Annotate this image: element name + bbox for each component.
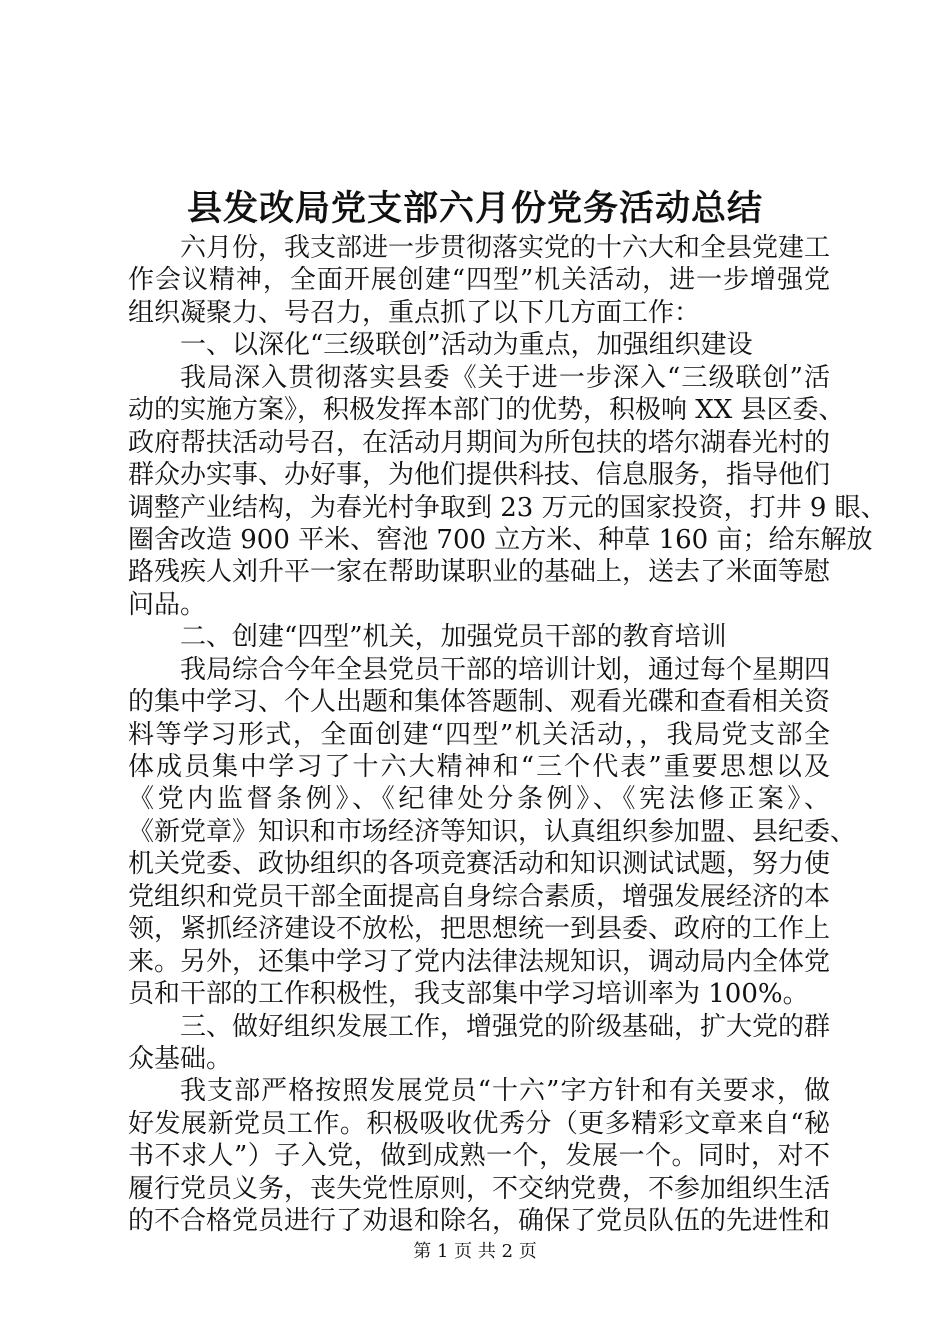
section-heading: 三、做好组织发展工作，增强党的阶级基础，扩大党的群 bbox=[180, 1011, 831, 1042]
body-line: 体成员集中学习了十六大精神和“三个代表”重要思想以及 bbox=[128, 752, 830, 782]
body-line: 《党内监督条例》、《纪律处分条例》、《宪法修正案》、 bbox=[128, 784, 830, 815]
body-line: 动的实施方案》，积极发挥本部门的优势，积极响 XX 县区委、 bbox=[128, 395, 845, 426]
body-line: 组织凝聚力、号召力，重点抓了以下几方面工作： bbox=[128, 297, 701, 328]
body-line: 调整产业结构，为春光村争取到 23 万元的国家投资，打井 9 眼、 bbox=[128, 492, 887, 523]
document-body bbox=[128, 232, 887, 1238]
section-heading: 一、以深化“三级联创”活动为重点，加强组织建设 bbox=[180, 330, 753, 361]
body-line: 机关党委、政协组织的各项竞赛活动和知识测试试题，努力使 bbox=[128, 849, 831, 880]
body-line: 政府帮扶活动号召，在活动月期间为所包扶的塔尔湖春光村的 bbox=[128, 427, 831, 458]
body-line: 六月份，我支部进一步贯彻落实党的十六大和全县党建工 bbox=[180, 233, 831, 263]
body-line: 料等学习形式，全面创建“四型”机关活动，，我局党支部全 bbox=[128, 719, 830, 750]
body-line: 路残疾人刘升平一家在帮助谋职业的基础上，送去了米面等慰 bbox=[128, 557, 831, 588]
body-line: 圈舍改造 900 平米、窖池 700 立方米、种草 160 亩；给东解放 bbox=[128, 524, 873, 555]
body-line: 问品。 bbox=[128, 589, 207, 620]
body-line: 履行党员义务，丧失党性原则，不交纳党费，不参加组织生活 bbox=[128, 1173, 831, 1204]
page-number: 第 1 页 共 2 页 bbox=[413, 1241, 537, 1262]
body-line: 群众办实事、办好事，为他们提供科技、信息服务，指导他们 bbox=[128, 460, 831, 491]
body-line: 我局综合今年全县党员干部的培训计划，通过每个星期四 bbox=[180, 654, 831, 685]
body-line: 作会议精神，全面开展创建“四型”机关活动，进一步增强党 bbox=[128, 265, 830, 296]
body-line: 好发展新党员工作。积极吸收优秀分（更多精彩文章来自“秘 bbox=[128, 1108, 830, 1139]
section-heading: 众基础。 bbox=[128, 1043, 233, 1074]
body-line: 书不求人”）子入党，做到成熟一个，发展一个。同时，对不 bbox=[128, 1141, 830, 1172]
document-title: 县发改局党支部六月份党务活动总结 bbox=[186, 188, 763, 229]
body-line: 我局深入贯彻落实县委《关于进一步深入“三级联创”活 bbox=[180, 362, 830, 393]
body-line: 我支部严格按照发展党员“十六”字方针和有关要求，做 bbox=[180, 1076, 830, 1107]
body-line: 的集中学习、个人出题和集体答题制、观看光碟和查看相关资 bbox=[128, 687, 831, 718]
body-line: 领，紧抓经济建设不放松，把思想统一到县委、政府的工作上 bbox=[128, 914, 831, 945]
body-line: 党组织和党员干部全面提高自身综合素质，增强发展经济的本 bbox=[128, 881, 831, 912]
section-heading: 二、创建“四型”机关，加强党员干部的教育培训 bbox=[180, 622, 727, 653]
body-line: 《新党章》知识和市场经济等知识，认真组织参加盟、县纪委、 bbox=[128, 816, 857, 847]
body-line: 员和干部的工作积极性，我支部集中学习培训率为 100%。 bbox=[128, 979, 809, 1010]
body-line: 来。另外，还集中学习了党内法律法规知识，调动局内全体党 bbox=[128, 946, 831, 977]
body-line: 的不合格党员进行了劝退和除名，确保了党员队伍的先进性和 bbox=[128, 1206, 831, 1237]
